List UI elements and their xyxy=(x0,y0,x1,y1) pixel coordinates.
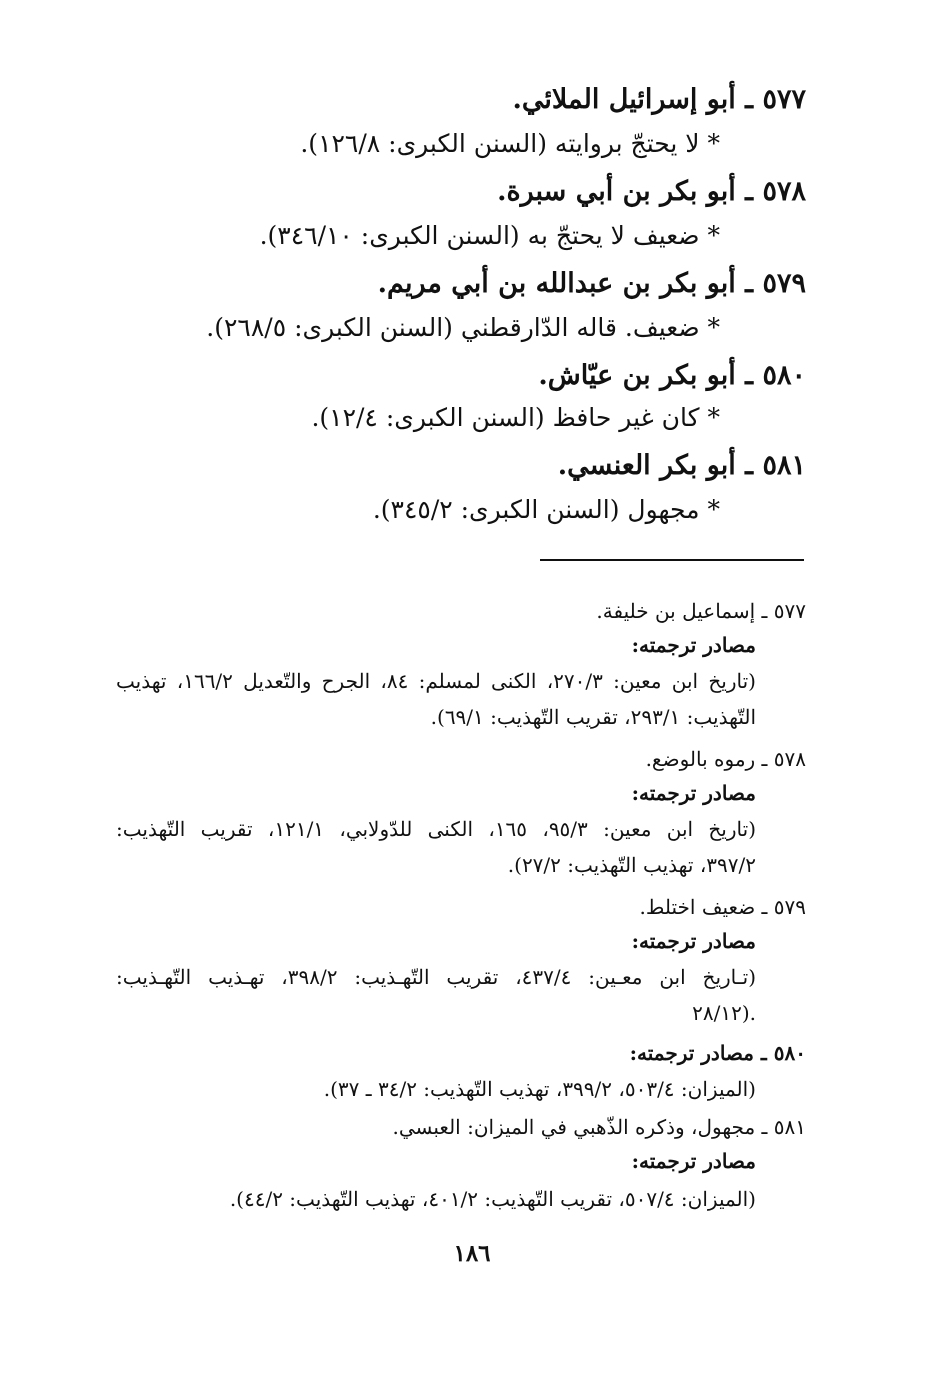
footnote-text-line: التّهذيب: ٢٩٣/١، تقريب التّهذيب: ٦٩/١). xyxy=(430,705,756,729)
footnote-text-line: (تاريخ ابن معين: ٩٥/٣، ١٦٥، الكنى للدّولابي، ١٢١/١، تقريب التّهذيب: xyxy=(116,817,756,841)
footnote-sources-label: مصادر ترجمته: xyxy=(631,633,756,657)
footnote-sources-label: مصادر ترجمته: xyxy=(631,929,756,953)
footnote-lead: ٥٨١ ـ مجهول، وذكره الذّهبي في الميزان: العبسي. xyxy=(392,1115,806,1139)
entry-note: * لا يحتجّ بروايته (السنن الكبرى: ١٢٦/٨). xyxy=(300,129,720,158)
entry-note: * مجهول (السنن الكبرى: ٣٤٥/٢). xyxy=(372,495,720,524)
footnote-text-line: ٢٨/١٢). xyxy=(692,1001,756,1025)
footnote-lead: ٥٨٠ ـ مصادر ترجمته: xyxy=(629,1041,806,1065)
footnote-text-line: (الميزان: ٥٠٣/٤، ٣٩٩/٢، تهذيب التّهذيب: ٣٤/٢ ـ ٣٧). xyxy=(323,1077,756,1101)
footnote-sources-label: مصادر ترجمته: xyxy=(631,781,756,805)
footnote-text-line: ٣٩٧/٢، تهذيب التّهذيب: ٢٧/٢). xyxy=(507,853,756,877)
entry-note: * ضعيف لا يحتجّ به (السنن الكبرى: ٣٤٦/١٠). xyxy=(259,221,720,250)
entry-heading: ٥٨١ ـ أبو بكر العنسي. xyxy=(557,450,806,481)
entry-heading: ٥٧٨ ـ أبو بكر بن أبي سبرة. xyxy=(497,176,806,207)
footnote-text-line: (تاريخ ابن معين: ٢٧٠/٣، الكنى لمسلم: ٨٤، الجرح والتّعديل ١٦٦/٢، تهذيب xyxy=(116,669,756,693)
footnote-text-line: (تـاريخ ابن معـين: ٤٣٧/٤، تقريب التّهـذيب: ٣٩٨/٢، تهـذيب التّهـذيب: xyxy=(116,965,756,989)
footnote-lead: ٥٧٩ ـ ضعيف اختلط. xyxy=(639,895,806,919)
entry-heading: ٥٨٠ ـ أبو بكر بن عيّاش. xyxy=(538,360,806,391)
footnote-lead: ٥٧٨ ـ رموه بالوضع. xyxy=(645,747,806,771)
entry-heading: ٥٧٩ ـ أبو بكر بن عبدالله بن أبي مريم. xyxy=(377,268,806,299)
footnote-text-line: (الميزان: ٥٠٧/٤، تقريب التّهذيب: ٤٠١/٢، تهذيب التّهذيب: ٤٤/٢). xyxy=(229,1187,756,1211)
footnote-lead: ٥٧٧ ـ إسماعيل بن خليفة. xyxy=(596,599,806,623)
entry-heading: ٥٧٧ ـ أبو إسرائيل الملائي. xyxy=(512,84,806,115)
page-number: ١٨٦ xyxy=(453,1240,491,1267)
entry-note: * ضعيف. قاله الدّارقطني (السنن الكبرى: ٢٦٨/٥). xyxy=(206,313,720,342)
footnote-sources-label: مصادر ترجمته: xyxy=(631,1149,756,1173)
footnote-separator xyxy=(540,559,804,561)
entry-note: * كان غير حافظ (السنن الكبرى: ١٢/٤). xyxy=(311,403,720,432)
